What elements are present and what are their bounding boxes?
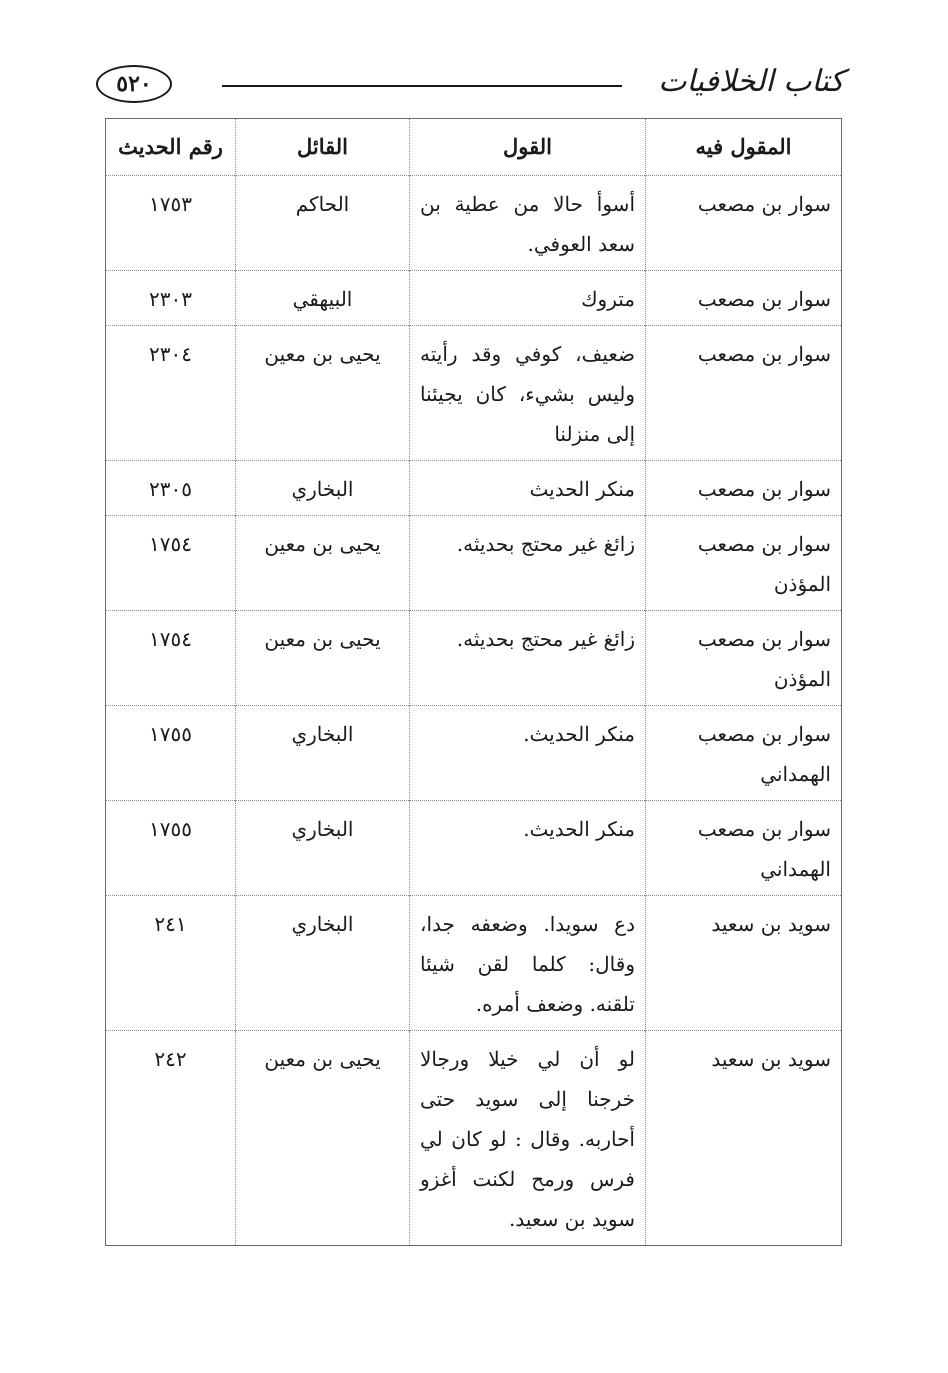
hadith-number-cell: ٢٤١ — [106, 896, 236, 1031]
subject-cell: سوار بن مصعب الهمداني — [646, 706, 842, 801]
statement-cell: منكر الحديث. — [410, 801, 646, 896]
table-row — [106, 271, 842, 326]
narrator-cell: يحيى بن معين — [236, 516, 410, 611]
statement-cell: متروك — [410, 271, 646, 326]
column-header-statement: القول — [410, 119, 646, 176]
statement-cell: منكر الحديث. — [410, 706, 646, 801]
subject-cell: سويد بن سعيد — [646, 1031, 842, 1246]
statement-cell: زائغ غير محتج بحديثه. — [410, 611, 646, 706]
table-row — [106, 801, 842, 896]
narrator-cell: البخاري — [236, 461, 410, 516]
subject-cell: سوار بن مصعب — [646, 271, 842, 326]
table-row — [106, 176, 842, 271]
column-header-hadith-number: رقم الحديث — [106, 119, 236, 176]
narrator-cell: يحيى بن معين — [236, 1031, 410, 1246]
hadith-number-cell: ١٧٥٣ — [106, 176, 236, 271]
table-row — [106, 516, 842, 611]
subject-cell: سوار بن مصعب — [646, 176, 842, 271]
statement-cell: منكر الحديث — [410, 461, 646, 516]
hadith-number-cell: ٢٣٠٥ — [106, 461, 236, 516]
subject-cell: سوار بن مصعب — [646, 461, 842, 516]
table-row — [106, 896, 842, 1031]
hadith-number-cell: ٢٣٠٣ — [106, 271, 236, 326]
table-row — [106, 326, 842, 461]
narrator-cell: البيهقي — [236, 271, 410, 326]
narrator-cell: البخاري — [236, 896, 410, 1031]
hadith-narrator-table — [105, 118, 842, 1246]
hadith-number-cell: ٢٤٢ — [106, 1031, 236, 1246]
hadith-number-cell: ١٧٥٥ — [106, 706, 236, 801]
statement-cell: لو أن لي خيلا ورجالا خرجنا إلى سويد حتى أحاربه. وقال : لو كان لي فرس ورمح لكنت أغزو سويد بن سعيد. — [410, 1031, 646, 1246]
narrator-cell: البخاري — [236, 801, 410, 896]
narrator-cell: يحيى بن معين — [236, 611, 410, 706]
page-header — [96, 62, 844, 110]
subject-cell: سوار بن مصعب المؤذن — [646, 516, 842, 611]
narrator-cell: يحيى بن معين — [236, 326, 410, 461]
table-row — [106, 1031, 842, 1246]
narrator-cell: الحاكم — [236, 176, 410, 271]
subject-cell: سوار بن مصعب المؤذن — [646, 611, 842, 706]
hadith-number-cell: ١٧٥٤ — [106, 611, 236, 706]
narrator-cell: البخاري — [236, 706, 410, 801]
page-number: ٥٢٠ — [96, 65, 172, 103]
statement-cell: ضعيف، كوفي وقد رأيته وليس بشيء، كان يجيئنا إلى منزلنا — [410, 326, 646, 461]
column-header-narrator: القائل — [236, 119, 410, 176]
hadith-number-cell: ١٧٥٤ — [106, 516, 236, 611]
subject-cell: سوار بن مصعب — [646, 326, 842, 461]
hadith-number-cell: ٢٣٠٤ — [106, 326, 236, 461]
subject-cell: سويد بن سعيد — [646, 896, 842, 1031]
hadith-number-cell: ١٧٥٥ — [106, 801, 236, 896]
table-row — [106, 461, 842, 516]
statement-cell: دع سويدا. وضعفه جدا، وقال: كلما لقن شيئا تلقنه. وضعف أمره. — [410, 896, 646, 1031]
statement-cell: زائغ غير محتج بحديثه. — [410, 516, 646, 611]
header-rule — [222, 85, 622, 87]
column-header-subject: المقول فيه — [646, 119, 842, 176]
subject-cell: سوار بن مصعب الهمداني — [646, 801, 842, 896]
table-row — [106, 611, 842, 706]
table-header-row — [106, 119, 842, 176]
statement-cell: أسوأ حالا من عطية بن سعد العوفي. — [410, 176, 646, 271]
book-title: كتاب الخلافيات — [658, 64, 844, 99]
table-row — [106, 706, 842, 801]
